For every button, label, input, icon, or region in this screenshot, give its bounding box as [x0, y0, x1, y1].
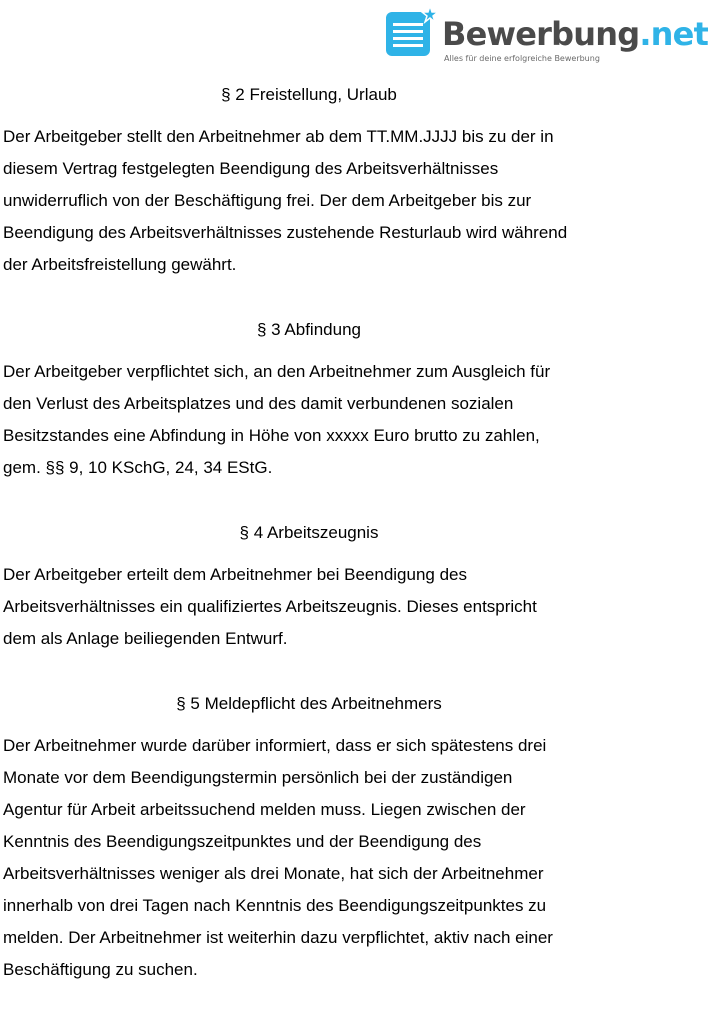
text-line: den Verlust des Arbeitsplatzes und des damit verbundenen sozialen [3, 394, 514, 413]
text-line: unwiderruflich von der Beschäftigung frei. Der dem Arbeitgeber bis zur [3, 191, 532, 210]
document-star-icon [384, 6, 440, 62]
text-line: gem. §§ 9, 10 KSchG, 24, 34 EStG. [3, 458, 273, 477]
section-heading: § 5 Meldepflicht des Arbeitnehmers [176, 694, 442, 713]
text-line: Beschäftigung zu suchen. [3, 960, 198, 979]
text-line: Der Arbeitgeber verpflichtet sich, an den Arbeitnehmer zum Ausgleich für [3, 362, 551, 381]
brand-logo[interactable] [384, 2, 708, 66]
text-line: Kenntnis des Beendigungszeitpunktes und der Beendigung des [3, 832, 482, 851]
text-line: Der Arbeitgeber erteilt dem Arbeitnehmer bei Beendigung des [3, 565, 468, 584]
text-line: Arbeitsverhältnisses weniger als drei Monate, hat sich der Arbeitnehmer [3, 864, 544, 883]
text-line: Der Arbeitgeber stellt den Arbeitnehmer ab dem TT.MM.JJJJ bis zu der in [3, 127, 554, 146]
section-abfindung [3, 319, 623, 484]
text-line: dem als Anlage beiliegenden Entwurf. [3, 629, 288, 648]
section-heading: § 3 Abfindung [257, 320, 361, 339]
document-body [3, 84, 623, 1024]
brand-name: Bewerbung [442, 15, 640, 53]
text-line: der Arbeitsfreistellung gewährt. [3, 255, 237, 274]
text-line: Beendigung des Arbeitsverhältnisses zustehende Resturlaub wird während [3, 223, 568, 242]
section-meldepflicht [3, 693, 623, 986]
text-line: innerhalb von drei Tagen nach Kenntnis des Beendigungszeitpunktes zu [3, 896, 547, 915]
section-arbeitszeugnis [3, 522, 623, 655]
text-line: diesem Vertrag festgelegten Beendigung des Arbeitsverhältnisses [3, 159, 499, 178]
brand-tld: .net [639, 15, 708, 53]
text-line: Arbeitsverhältnisses ein qualifiziertes Arbeitszeugnis. Dieses entspricht [3, 597, 537, 616]
text-line: Agentur für Arbeit arbeitssuchend melden muss. Liegen zwischen der [3, 800, 526, 819]
section-heading: § 2 Freistellung, Urlaub [221, 85, 397, 104]
section-paragraph [3, 356, 623, 484]
brand-tagline: Alles für deine erfolgreiche Bewerbung [444, 54, 600, 63]
text-line: Der Arbeitnehmer wurde darüber informiert, dass er sich spätestens drei [3, 736, 547, 755]
text-line: melden. Der Arbeitnehmer ist weiterhin dazu verpflichtet, aktiv nach einer [3, 928, 553, 947]
text-line: Monate vor dem Beendigungstermin persönlich bei der zuständigen [3, 768, 513, 787]
section-heading: § 4 Arbeitszeugnis [239, 523, 379, 542]
section-paragraph [3, 559, 623, 655]
brand-wordmark [442, 16, 708, 52]
section-paragraph [3, 730, 623, 986]
text-line: Besitzstandes eine Abfindung in Höhe von xxxxx Euro brutto zu zahlen, [3, 426, 540, 445]
section-paragraph [3, 121, 623, 281]
section-freistellung [3, 84, 623, 281]
